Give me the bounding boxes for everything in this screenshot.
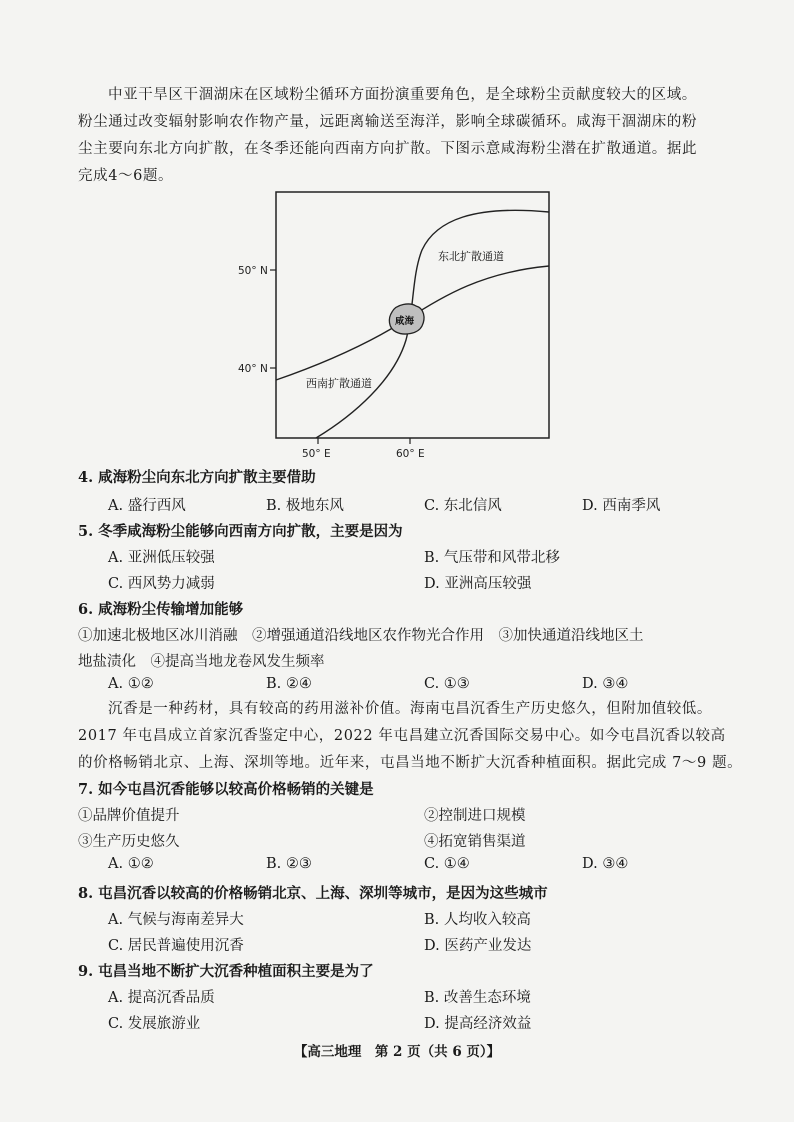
q7-item-3: ③生产历史悠久 xyxy=(78,834,180,850)
intro2-line: 2017 年屯昌成立首家沉香鉴定中心，2022 年屯昌建立沉香国际交易中心。如今屯昌沉香以较高 xyxy=(78,728,726,744)
q6-option-a[interactable]: A. ①② xyxy=(108,676,154,692)
q7-item-1: ①品牌价值提升 xyxy=(78,808,180,824)
ne-channel-label: 东北扩散通道 xyxy=(438,250,504,263)
q7-item-4: ④拓宽销售渠道 xyxy=(424,834,526,850)
question-6-stem: 6. 咸海粉尘传输增加能够 xyxy=(78,601,244,618)
q6-items-line2: 地盐渍化 ④提高当地龙卷风发生频率 xyxy=(78,654,325,670)
q7-option-b[interactable]: B. ②③ xyxy=(266,856,312,872)
q6-items-line1: ①加速北极地区冰川消融 ②增强通道沿线地区农作物光合作用 ③加快通道沿线地区土 xyxy=(78,628,644,644)
q6-option-c[interactable]: C. ①③ xyxy=(424,676,470,692)
lon-label-50: 50° E xyxy=(302,448,331,460)
aral-label: 咸海 xyxy=(395,316,415,327)
lat-label-40: 40° N xyxy=(238,363,268,375)
q7-item-2: ②控制进口规模 xyxy=(424,808,526,824)
intro1-line: 尘主要向东北方向扩散，在冬季还能向西南方向扩散。下图示意咸海粉尘潜在扩散通道。据此 xyxy=(78,141,698,157)
q9-option-c[interactable]: C. 发展旅游业 xyxy=(108,1016,201,1032)
page-footer: 【高三地理 第 2 页（共 6 页）】 xyxy=(293,1044,501,1060)
q4-option-c[interactable]: C. 东北信风 xyxy=(424,498,502,514)
q5-option-a[interactable]: A. 亚洲低压较强 xyxy=(108,550,215,566)
q9-option-b[interactable]: B. 改善生态环境 xyxy=(424,990,531,1006)
q4-option-a[interactable]: A. 盛行西风 xyxy=(108,498,186,514)
ne-sw-channel-line xyxy=(316,210,549,438)
lon-label-60: 60° E xyxy=(396,448,425,460)
sw-channel-label: 西南扩散通道 xyxy=(306,377,372,390)
lat-label-50: 50° N xyxy=(238,265,268,277)
q8-option-b[interactable]: B. 人均收入较高 xyxy=(424,912,531,928)
q8-option-d[interactable]: D. 医药产业发达 xyxy=(424,938,532,954)
q5-option-d[interactable]: D. 亚洲高压较强 xyxy=(424,576,532,592)
intro2-line: 沉香是一种药材，具有较高的药用滋补价值。海南屯昌沉香生产历史悠久，但附加值较低。 xyxy=(108,701,712,717)
q5-option-c[interactable]: C. 西风势力减弱 xyxy=(108,576,215,592)
q4-option-b[interactable]: B. 极地东风 xyxy=(266,498,344,514)
intro1-line: 粉尘通过改变辐射影响农作物产量，远距离输送至海洋，影响全球碳循环。咸海干涸湖床的粉 xyxy=(78,114,698,130)
q5-option-b[interactable]: B. 气压带和风带北移 xyxy=(424,550,560,566)
q7-option-d[interactable]: D. ③④ xyxy=(582,856,629,872)
q7-option-c[interactable]: C. ①④ xyxy=(424,856,470,872)
intro1-line: 中亚干旱区干涸湖床在区域粉尘循环方面扮演重要角色，是全球粉尘贡献度较大的区域。 xyxy=(108,87,697,103)
question-7-stem: 7. 如今屯昌沉香能够以较高价格畅销的关键是 xyxy=(78,781,374,798)
aral-dust-map xyxy=(238,190,564,462)
question-5-stem: 5. 冬季咸海粉尘能够向西南方向扩散，主要是因为 xyxy=(78,523,403,540)
q8-option-c[interactable]: C. 居民普遍使用沉香 xyxy=(108,938,244,954)
intro2-line: 的价格畅销北京、上海、深圳等地。近年来，屯昌当地不断扩大沉香种植面积。据此完成 7～9 题。 xyxy=(78,755,743,771)
question-8-stem: 8. 屯昌沉香以较高的价格畅销北京、上海、深圳等城市，是因为这些城市 xyxy=(78,885,548,902)
q9-option-a[interactable]: A. 提高沉香品质 xyxy=(108,990,215,1006)
map-svg xyxy=(238,190,564,462)
question-9-stem: 9. 屯昌当地不断扩大沉香种植面积主要是为了 xyxy=(78,963,374,980)
q9-option-d[interactable]: D. 提高经济效益 xyxy=(424,1016,532,1032)
q6-option-b[interactable]: B. ②④ xyxy=(266,676,312,692)
intro-passage-1 xyxy=(78,82,728,190)
q7-option-a[interactable]: A. ①② xyxy=(108,856,154,872)
intro-passage-2 xyxy=(78,696,743,777)
intro1-line: 完成4～6题。 xyxy=(78,168,174,184)
q4-option-d[interactable]: D. 西南季风 xyxy=(582,498,661,514)
q8-option-a[interactable]: A. 气候与海南差异大 xyxy=(108,912,244,928)
question-4-stem: 4. 咸海粉尘向东北方向扩散主要借助 xyxy=(78,469,316,486)
q6-option-d[interactable]: D. ③④ xyxy=(582,676,629,692)
